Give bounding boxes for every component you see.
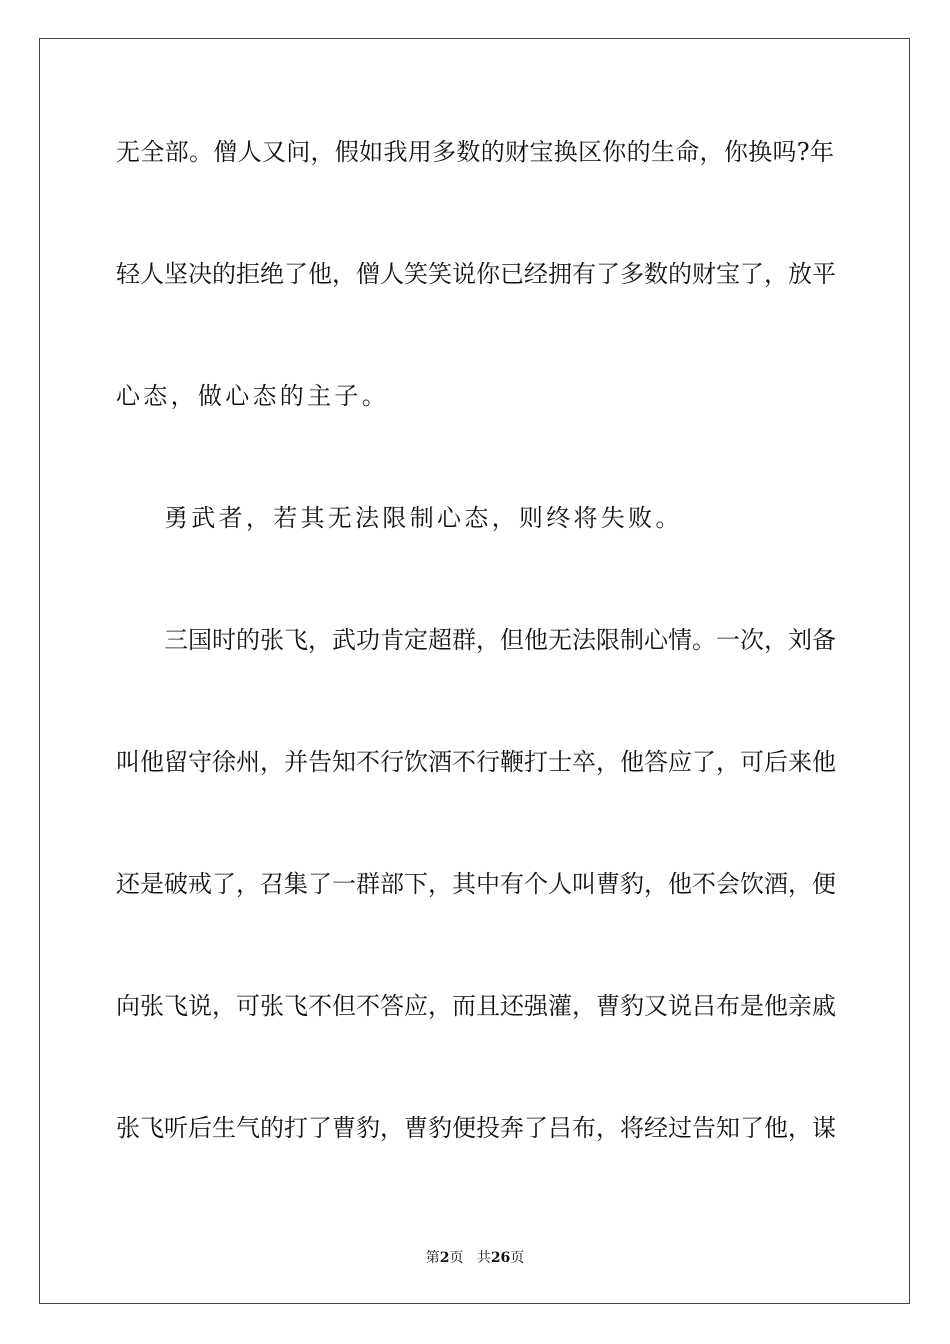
total-prefix: 共 <box>476 1250 491 1266</box>
text-line: 无全部。僧人又问，假如我用多数的财宝换区你的生命，你换吗?年 <box>116 138 834 166</box>
page-number: 2 <box>439 1250 450 1266</box>
text-line: 心态，做心态的主子。 <box>116 382 389 410</box>
total-suffix: 页 <box>510 1250 525 1266</box>
page-suffix: 页 <box>449 1250 464 1266</box>
page-footer <box>0 1248 950 1268</box>
paragraph-line: 三国时的张飞，武功肯定超群，但他无法限制心情。一次，刘备 <box>164 626 836 654</box>
text-line: 轻人坚决的拒绝了他，僧人笑笑说你已经拥有了多数的财宝了，放平 <box>116 260 836 288</box>
paragraph-line: 勇武者，若其无法限制心态，则终将失败。 <box>164 504 683 532</box>
page-total: 26 <box>490 1250 511 1266</box>
text-line: 张飞听后生气的打了曹豹，曹豹便投奔了吕布，将经过告知了他，谋 <box>116 1114 836 1142</box>
page-prefix: 第 <box>425 1250 440 1266</box>
text-line: 叫他留守徐州，并告知不行饮酒不行鞭打士卒，他答应了，可后来他 <box>116 748 836 776</box>
text-line: 向张飞说，可张飞不但不答应，而且还强灌，曹豹又说吕布是他亲戚 <box>116 992 836 1020</box>
text-line: 还是破戒了，召集了一群部下，其中有个人叫曹豹，他不会饮酒，便 <box>116 870 836 898</box>
